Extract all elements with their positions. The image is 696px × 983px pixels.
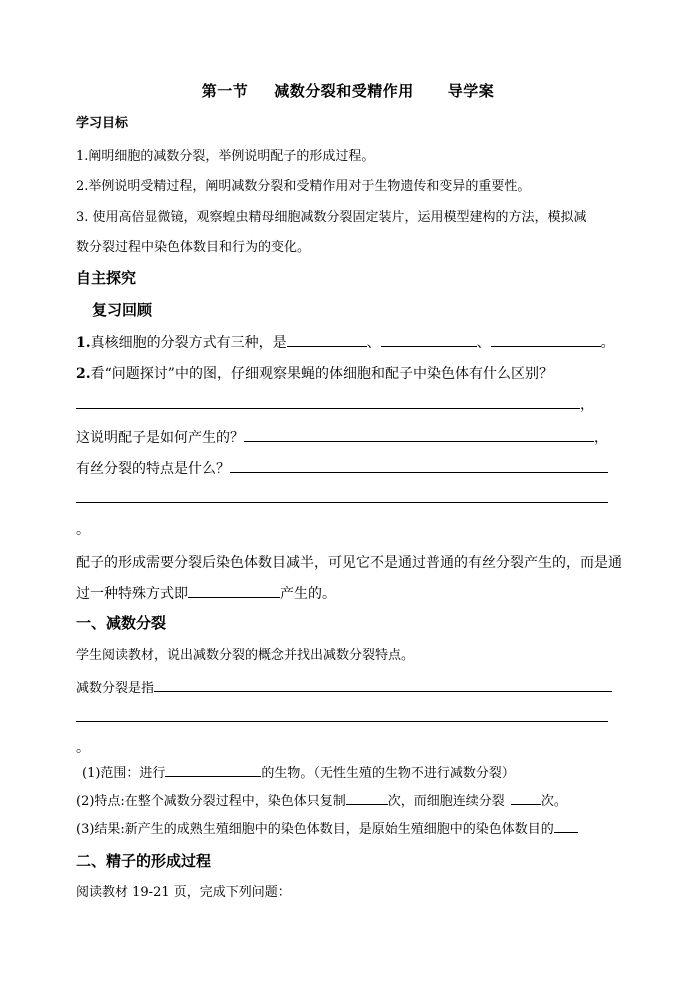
feature-text: 次，而细胞连续分裂 <box>387 794 505 809</box>
definition-line <box>76 677 612 699</box>
q2-line-2-text: 这说明配子是如何产生的？ <box>76 430 244 446</box>
q1-number: 1. <box>76 335 91 351</box>
q1-text: 真核细胞的分裂方式有三种，是 <box>90 335 287 351</box>
self-study-heading: 自主探究 <box>76 269 137 287</box>
q1-blank-2[interactable] <box>381 332 477 347</box>
paragraph-line-2 <box>76 583 336 604</box>
q1-end: 。 <box>600 335 615 351</box>
objective-1: 1.阐明细胞的减数分裂，举例说明配子的形成过程。 <box>76 149 375 164</box>
section-2-heading: 二、精子的形成过程 <box>76 852 212 870</box>
question-1 <box>76 332 615 353</box>
q1-sep-2: 、 <box>476 335 491 351</box>
title-topic: 减数分裂和受精作用 <box>274 82 414 100</box>
q2-line-2 <box>76 427 608 448</box>
q2-line-3 <box>76 458 608 479</box>
scope-label: (1)范围：进行 <box>82 766 166 781</box>
title-section: 第一节 <box>201 82 249 100</box>
section-2-instruction: 阅读教材 19-21 页，完成下列问题： <box>76 885 291 900</box>
definition-blank-1[interactable] <box>154 677 612 692</box>
q2-period: 。 <box>76 522 90 538</box>
objective-3: 3. 使用高倍显微镜，观察蝗虫精母细胞减数分裂固定装片，运用模型建构的方法，模拟减 <box>76 210 587 225</box>
page-title <box>0 80 696 101</box>
result-text: (3)结果:新产生的成熟生殖细胞中的染色体数目，是原始生殖细胞中的染色体数目的 <box>76 822 554 837</box>
q2-blank-4[interactable] <box>76 502 608 503</box>
q2-blank-3[interactable] <box>230 458 608 473</box>
review-heading: 复习回顾 <box>92 301 153 319</box>
feature-blank-1[interactable] <box>346 790 388 805</box>
definition-period: 。 <box>76 740 90 756</box>
objectives-heading: 学习目标 <box>76 116 129 131</box>
objective-3-cont: 数分裂过程中染色体数目和行为的变化。 <box>76 240 311 255</box>
q2-blank-1[interactable] <box>76 394 580 409</box>
q1-blank-1[interactable] <box>287 332 367 347</box>
q1-blank-3[interactable] <box>491 332 601 347</box>
q2-answer-line-1 <box>76 394 594 415</box>
feature-line <box>76 790 567 812</box>
q2-line-3-text: 有丝分裂的特点是什么？ <box>76 461 230 477</box>
section-1-heading: 一、减数分裂 <box>76 614 167 632</box>
objective-2: 2.举例说明受精过程，阐明减数分裂和受精作用对于生物遗传和变异的重要性。 <box>76 179 531 194</box>
q2-text: 看“问题探讨”中的图，仔细观察果蝇的体细胞和配子中染色体有什么区别？ <box>90 366 553 382</box>
result-line <box>76 818 578 840</box>
q1-sep-1: 、 <box>366 335 381 351</box>
q2-number: 2. <box>76 366 91 382</box>
paragraph-blank[interactable] <box>188 583 280 598</box>
q2-blank-2[interactable] <box>244 427 594 442</box>
section-1-instruction: 学生阅读教材，说出减数分裂的概念并找出减数分裂特点。 <box>76 648 415 663</box>
q2-comma-2: ， <box>594 430 608 446</box>
title-doc-type: 导学案 <box>447 82 495 100</box>
paragraph-line-2b: 产生的。 <box>280 586 336 602</box>
feature-end: 次。 <box>540 794 567 809</box>
feature-blank-2[interactable] <box>511 790 541 805</box>
paragraph-line-1: 配子的形成需要分裂后染色体数目减半，可见它不是通过普通的有丝分裂产生的，而是通 <box>76 555 622 571</box>
scope-line <box>82 762 515 784</box>
scope-blank[interactable] <box>165 762 261 777</box>
definition-label: 减数分裂是指 <box>76 681 155 696</box>
feature-label: (2)特点:在整个减数分裂过程中，染色体只复制 <box>76 794 346 809</box>
definition-blank-2[interactable] <box>76 721 608 722</box>
q2-comma-1: ， <box>580 397 594 413</box>
scope-text: 的生物。（无性生殖的生物不进行减数分裂） <box>261 766 515 781</box>
question-2 <box>76 364 553 384</box>
paragraph-line-2a: 过一种特殊方式即 <box>76 586 188 602</box>
result-blank[interactable] <box>554 818 578 833</box>
